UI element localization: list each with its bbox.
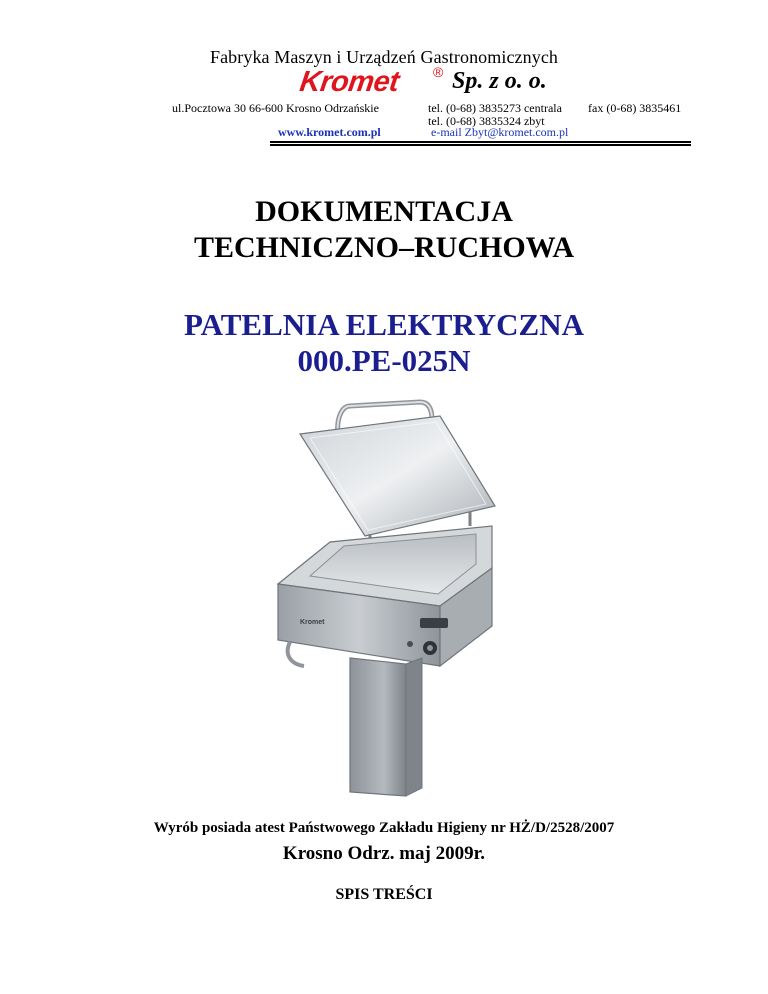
document-title-line2: TECHNICZNO–RUCHOWA [193, 231, 575, 264]
product-name: PATELNIA ELEKTRYCZNA [184, 307, 584, 342]
table-of-contents-heading: SPIS TREŚCI [335, 886, 433, 903]
fax-number: fax (0-68) 3835461 [588, 101, 682, 115]
place-and-date: Krosno Odrz. maj 2009r. [282, 843, 486, 864]
product-model: 000.PE-025N [297, 343, 471, 378]
company-address: ul.Pocztowa 30 66-600 Krosno Odrzańskie [172, 101, 379, 115]
company-legal-suffix: Sp. z o. o. [452, 68, 547, 94]
email-link[interactable]: e-mail Zbyt@kromet.com.pl [431, 125, 569, 139]
website-link[interactable]: www.kromet.com.pl [278, 125, 381, 139]
photo-brand-label: Kromet [300, 619, 325, 626]
kromet-logo: Kromet [297, 66, 401, 98]
document-title-line1: DOKUMENTACJA [255, 195, 513, 228]
company-full-name: Fabryka Maszyn i Urządzeń Gastronomicznych [209, 47, 559, 67]
electric-tilting-pan-photo [270, 396, 500, 806]
phone-central: tel. (0-68) 3835273 centrala [428, 101, 562, 115]
certificate-note: Wyrób posiada atest Państwowego Zakładu Higieny nr HŻ/D/2528/2007 [153, 820, 615, 836]
header-divider [270, 141, 691, 143]
phone-sales: tel. (0-68) 3835324 zbyt [428, 114, 545, 128]
header-divider [270, 144, 691, 146]
registered-trademark-mark: ® [433, 64, 444, 80]
